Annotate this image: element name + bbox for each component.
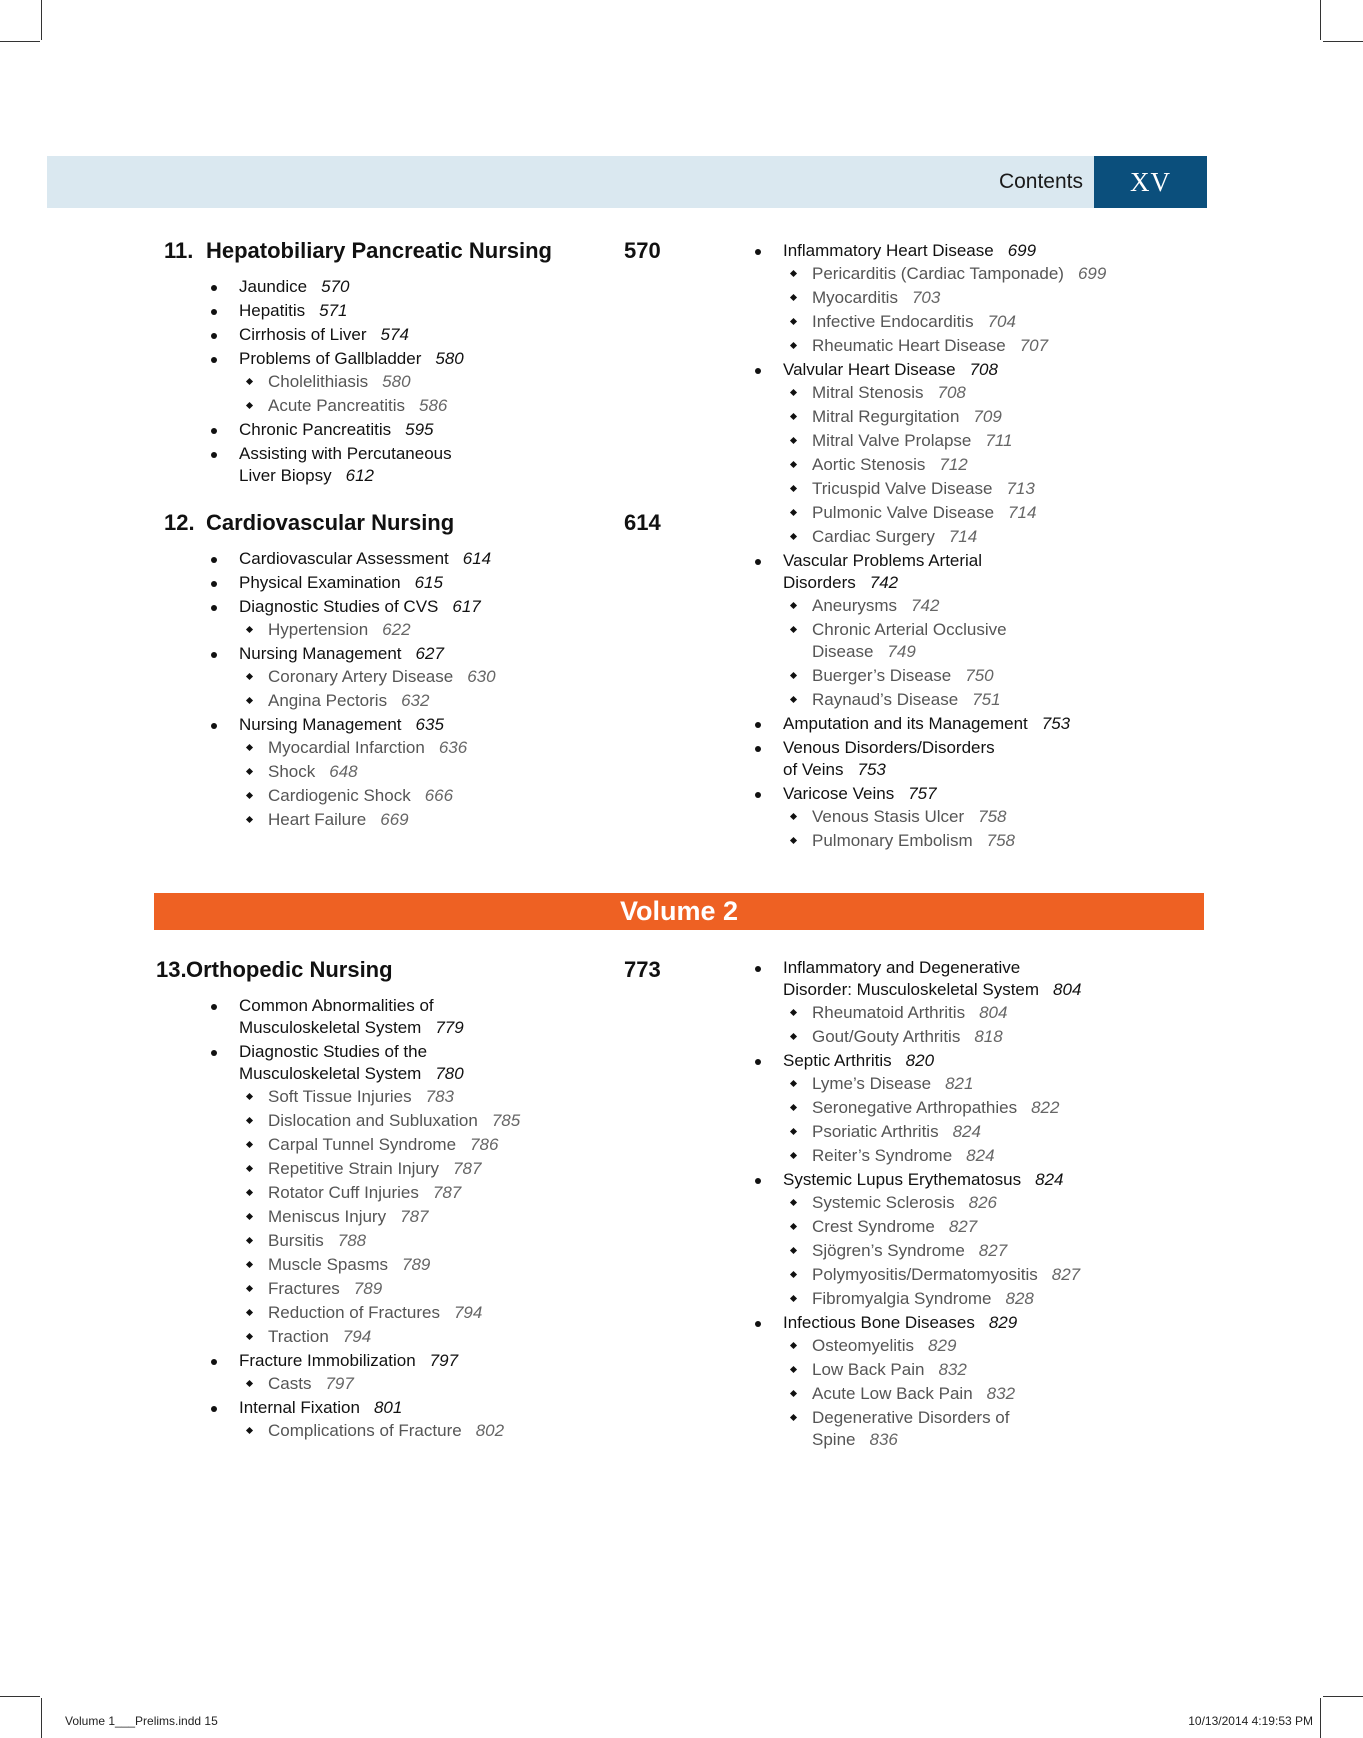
subentry-page: 827 — [948, 1217, 978, 1236]
toc-subentry — [812, 526, 1203, 548]
toc-subentry — [812, 830, 1203, 852]
toc-entry — [783, 359, 1203, 548]
toc-entry — [783, 737, 1203, 781]
toc-subentry — [268, 1230, 666, 1252]
subentry-title: Shock — [268, 762, 316, 781]
subentry-page: 751 — [972, 690, 1001, 709]
entry-title: Common Abnormalities of — [239, 996, 434, 1015]
entry-page: 753 — [857, 760, 886, 779]
header-contents-label: Contents — [998, 170, 1083, 193]
subentry-title: Buerger’s Disease — [812, 666, 952, 685]
subentry-title: Heart Failure — [268, 810, 367, 829]
entry-title: Cardiovascular Assessment — [239, 549, 449, 568]
entry-page: 612 — [345, 466, 374, 485]
entry-title: Assisting with Percutaneous — [239, 444, 452, 463]
chapter-page: 614 — [624, 510, 661, 535]
subentry-page: 714 — [1008, 503, 1037, 522]
subentry-title: Crest Syndrome — [812, 1217, 935, 1236]
entry-title: Internal Fixation — [239, 1398, 360, 1417]
toc-sublist — [268, 1373, 666, 1395]
entry-title-cont: Musculoskeletal System — [239, 1064, 422, 1083]
toc-subentry — [268, 1182, 666, 1204]
toc-sublist — [812, 382, 1203, 548]
subentry-page: 787 — [453, 1159, 482, 1178]
entry-page: 824 — [1035, 1170, 1064, 1189]
entry-page: 801 — [373, 1398, 403, 1417]
toc-entry — [783, 1050, 1203, 1167]
subentry-page: 636 — [438, 738, 468, 757]
subentry-page: 824 — [952, 1122, 981, 1141]
subentry-page: 749 — [887, 642, 916, 661]
toc-entry — [239, 443, 664, 487]
subentry-page: 802 — [475, 1421, 505, 1440]
header-page-number: XV — [1094, 156, 1207, 208]
toc-entry — [239, 572, 664, 594]
toc-subentry — [812, 1097, 1203, 1119]
toc-subentry — [268, 1134, 666, 1156]
chapter-title: Hepatobiliary Pancreatic Nursing — [206, 238, 552, 263]
toc-entry — [239, 714, 664, 831]
entry-title: Infectious Bone Diseases — [783, 1313, 975, 1332]
subentry-title: Aortic Stenosis — [812, 455, 926, 474]
subentry-title: Acute Pancreatitis — [268, 396, 406, 415]
crop-mark — [41, 0, 42, 40]
toc-subentry — [268, 785, 664, 807]
entry-title: Diagnostic Studies of CVS — [239, 597, 439, 616]
subentry-page: 824 — [966, 1146, 995, 1165]
toc-subentry — [812, 335, 1203, 357]
subentry-title: Polymyositis/Dermatomyositis — [812, 1265, 1038, 1284]
subentry-page: 786 — [470, 1135, 499, 1154]
subentry-title: Reduction of Fractures — [268, 1303, 440, 1322]
toc-entry — [239, 596, 664, 641]
toc-subentry — [812, 382, 1203, 404]
entry-page: 627 — [415, 644, 444, 663]
volume-banner: Volume 2 — [154, 893, 1204, 930]
subentry-page: 632 — [401, 691, 430, 710]
toc-subentry — [812, 502, 1203, 524]
toc-entry — [239, 1397, 666, 1442]
toc-subentry — [812, 1002, 1203, 1024]
entry-page: 614 — [462, 549, 492, 568]
subentry-title: Pulmonic Valve Disease — [812, 503, 995, 522]
toc-entry — [783, 550, 1203, 711]
chapter-number: 11. — [164, 238, 194, 263]
subentry-page: 586 — [419, 396, 448, 415]
toc-subentry — [268, 761, 664, 783]
subentry-title: Acute Low Back Pain — [812, 1384, 973, 1403]
subentry-title: Hypertension — [268, 620, 369, 639]
subentry-page: 794 — [453, 1303, 483, 1322]
subentry-title: Venous Stasis Ulcer — [812, 807, 965, 826]
toc-entry — [239, 1041, 666, 1348]
subentry-title: Seronegative Arthropathies — [812, 1098, 1018, 1117]
entry-title: Inflammatory Heart Disease — [783, 241, 994, 260]
entry-page: 779 — [435, 1018, 464, 1037]
entry-title: Inflammatory and Degenerative — [783, 958, 1021, 977]
subentry-page: 787 — [432, 1183, 462, 1202]
toc-list — [239, 548, 664, 831]
toc-subentry — [268, 1110, 666, 1132]
subentry-title: Bursitis — [268, 1231, 324, 1250]
subentry-page: 704 — [987, 312, 1016, 331]
toc-subentry — [268, 1254, 666, 1276]
subentry-title: Carpal Tunnel Syndrome — [268, 1135, 457, 1154]
subentry-page: 788 — [337, 1231, 367, 1250]
subentry-title: Tricuspid Valve Disease — [812, 479, 993, 498]
entry-page: 595 — [405, 420, 434, 439]
subentry-page: 797 — [325, 1374, 354, 1393]
entry-page: 742 — [869, 573, 899, 592]
entry-page: 829 — [988, 1313, 1018, 1332]
chapter-13-column — [156, 957, 666, 1444]
toc-entry — [783, 1312, 1203, 1451]
subentry-title: Fractures — [268, 1279, 340, 1298]
toc-subentry — [812, 1288, 1203, 1310]
chapter-12-column — [164, 510, 664, 833]
subentry-page: 832 — [986, 1384, 1016, 1403]
chapter-title: Orthopedic Nursing — [186, 957, 393, 982]
chapter-heading — [164, 510, 664, 544]
toc-list — [239, 276, 664, 487]
subentry-title: Pericarditis (Cardiac Tamponade) — [812, 264, 1064, 283]
subentry-page: 836 — [869, 1430, 898, 1449]
subentry-page: 707 — [1019, 336, 1049, 355]
toc-subentry — [812, 311, 1203, 333]
subentry-title: Cardiogenic Shock — [268, 786, 411, 805]
toc-subentry — [812, 478, 1203, 500]
subentry-title: Rheumatoid Arthritis — [812, 1003, 966, 1022]
right-column-bottom — [783, 957, 1203, 1453]
toc-subentry — [812, 406, 1203, 428]
toc-sublist — [812, 595, 1203, 711]
subentry-page: 827 — [1051, 1265, 1081, 1284]
subentry-title: Systemic Sclerosis — [812, 1193, 955, 1212]
subentry-title: Myocarditis — [812, 288, 898, 307]
entry-title-cont: Liver Biopsy — [239, 466, 332, 485]
toc-sublist — [268, 371, 664, 417]
subentry-title: Angina Pectoris — [268, 691, 388, 710]
toc-sublist — [268, 737, 664, 831]
toc-entry — [783, 1169, 1203, 1310]
chapter-heading — [164, 238, 664, 272]
entry-title-cont: Musculoskeletal System — [239, 1018, 422, 1037]
chapter-title: Cardiovascular Nursing — [206, 510, 455, 535]
toc-entry — [239, 643, 664, 712]
toc-sublist — [812, 1073, 1203, 1167]
toc-sublist — [812, 1192, 1203, 1310]
toc-entry — [783, 713, 1203, 735]
chapter-number: 13. — [156, 957, 187, 982]
toc-subentry — [268, 737, 664, 759]
toc-sublist — [268, 666, 664, 712]
subentry-page: 703 — [911, 288, 941, 307]
entry-page: 753 — [1041, 714, 1071, 733]
toc-subentry — [812, 1264, 1203, 1286]
subentry-page: 750 — [965, 666, 994, 685]
subentry-page: 666 — [424, 786, 454, 805]
subentry-title: Meniscus Injury — [268, 1207, 387, 1226]
entry-page: 820 — [905, 1051, 935, 1070]
subentry-page: 630 — [467, 667, 496, 686]
toc-subentry — [812, 1145, 1203, 1167]
toc-subentry — [812, 1192, 1203, 1214]
entry-title: Vascular Problems Arterial — [783, 551, 983, 570]
subentry-title: Repetitive Strain Injury — [268, 1159, 440, 1178]
subentry-page: 829 — [928, 1336, 957, 1355]
entry-title: Chronic Pancreatitis — [239, 420, 392, 439]
toc-entry — [783, 783, 1203, 852]
subentry-title: Casts — [268, 1374, 312, 1393]
entry-title: Septic Arthritis — [783, 1051, 892, 1070]
subentry-title: Pulmonary Embolism — [812, 831, 973, 850]
subentry-page: 821 — [945, 1074, 974, 1093]
subentry-title-cont: Spine — [812, 1430, 856, 1449]
toc-subentry — [812, 1026, 1203, 1048]
toc-entry — [239, 300, 664, 322]
toc-subentry — [268, 371, 664, 393]
subentry-page: 783 — [425, 1087, 454, 1106]
subentry-page: 622 — [382, 620, 411, 639]
toc-subentry — [268, 1326, 666, 1348]
subentry-page: 713 — [1006, 479, 1035, 498]
subentry-page: 711 — [985, 431, 1013, 450]
toc-subentry — [812, 263, 1203, 285]
toc-subentry — [268, 809, 664, 831]
toc-subentry — [812, 806, 1203, 828]
toc-subentry — [812, 430, 1203, 452]
crop-mark — [1323, 1696, 1363, 1697]
toc-entry — [239, 1350, 666, 1395]
subentry-page: 712 — [939, 455, 968, 474]
toc-sublist — [812, 1002, 1203, 1048]
toc-subentry — [268, 1373, 666, 1395]
toc-sublist — [812, 806, 1203, 852]
subentry-title: Low Back Pain — [812, 1360, 925, 1379]
subentry-title: Degenerative Disorders of — [812, 1408, 1010, 1427]
entry-title-cont: Disorders — [783, 573, 856, 592]
toc-subentry — [812, 689, 1203, 711]
entry-title: Nursing Management — [239, 644, 402, 663]
toc-entry — [239, 276, 664, 298]
crop-mark — [1320, 0, 1321, 40]
subentry-title: Mitral Regurgitation — [812, 407, 960, 426]
subentry-page: 789 — [401, 1255, 431, 1274]
entry-page: 615 — [414, 573, 443, 592]
subentry-title: Soft Tissue Injuries — [268, 1087, 412, 1106]
entry-title: Diagnostic Studies of the — [239, 1042, 428, 1061]
entry-title: Venous Disorders/Disorders — [783, 738, 995, 757]
subentry-page: 787 — [400, 1207, 429, 1226]
footer-timestamp: 10/13/2014 4:19:53 PM — [1188, 1714, 1313, 1728]
subentry-title: Raynaud’s Disease — [812, 690, 959, 709]
subentry-page: 794 — [342, 1327, 372, 1346]
toc-subentry — [812, 1359, 1203, 1381]
toc-subentry — [812, 1121, 1203, 1143]
entry-title: Jaundice — [239, 277, 308, 296]
subentry-title: Traction — [268, 1327, 329, 1346]
entry-page: 574 — [380, 325, 409, 344]
subentry-page: 785 — [491, 1111, 521, 1130]
subentry-title: Rheumatic Heart Disease — [812, 336, 1006, 355]
toc-subentry — [268, 1278, 666, 1300]
subentry-title: Complications of Fracture — [268, 1421, 462, 1440]
entry-title: Varicose Veins — [783, 784, 895, 803]
toc-subentry — [268, 1086, 666, 1108]
chapter-11-column — [164, 238, 664, 489]
subentry-title-cont: Disease — [812, 642, 874, 661]
toc-subentry — [268, 690, 664, 712]
entry-title-cont: of Veins — [783, 760, 844, 779]
toc-subentry — [812, 665, 1203, 687]
subentry-page: 828 — [1005, 1289, 1034, 1308]
subentry-title: Psoriatic Arthritis — [812, 1122, 939, 1141]
entry-page: 699 — [1007, 241, 1037, 260]
entry-page: 571 — [319, 301, 348, 320]
subentry-title: Lyme’s Disease — [812, 1074, 932, 1093]
subentry-page: 827 — [978, 1241, 1008, 1260]
subentry-page: 758 — [978, 807, 1007, 826]
subentry-title: Mitral Valve Prolapse — [812, 431, 972, 450]
chapter-number: 12. — [164, 510, 195, 535]
subentry-page: 789 — [353, 1279, 383, 1298]
toc-subentry — [268, 1206, 666, 1228]
entry-page: 797 — [429, 1351, 459, 1370]
entry-page: 617 — [452, 597, 481, 616]
crop-mark — [0, 41, 40, 42]
toc-subentry — [812, 1407, 1203, 1451]
subentry-page: 699 — [1077, 264, 1107, 283]
toc-subentry — [268, 1302, 666, 1324]
toc-subentry — [812, 287, 1203, 309]
subentry-title: Cardiac Surgery — [812, 527, 935, 546]
subentry-title: Aneurysms — [812, 596, 898, 615]
subentry-title: Dislocation and Subluxation — [268, 1111, 478, 1130]
toc-sublist — [812, 1335, 1203, 1451]
toc-list — [783, 240, 1203, 852]
toc-subentry — [268, 1158, 666, 1180]
entry-title: Amputation and its Management — [783, 714, 1028, 733]
toc-list — [783, 957, 1203, 1451]
subentry-page: 826 — [968, 1193, 998, 1212]
subentry-title: Reiter’s Syndrome — [812, 1146, 953, 1165]
entry-title: Systemic Lupus Erythematosus — [783, 1170, 1022, 1189]
entry-page: 635 — [415, 715, 444, 734]
crop-mark — [0, 1696, 40, 1697]
subentry-page: 669 — [380, 810, 409, 829]
subentry-page: 818 — [974, 1027, 1003, 1046]
crop-mark — [41, 1698, 42, 1738]
subentry-page: 708 — [937, 383, 966, 402]
toc-subentry — [812, 1216, 1203, 1238]
chapter-page: 570 — [624, 238, 661, 263]
subentry-title: Infective Endocarditis — [812, 312, 974, 331]
entry-title: Cirrhosis of Liver — [239, 325, 367, 344]
entry-page: 580 — [435, 349, 464, 368]
toc-subentry — [812, 454, 1203, 476]
running-header — [47, 156, 1207, 208]
toc-sublist — [268, 619, 664, 641]
toc-subentry — [268, 666, 664, 688]
toc-entry — [239, 548, 664, 570]
entry-page: 570 — [321, 277, 350, 296]
entry-title: Fracture Immobilization — [239, 1351, 416, 1370]
toc-sublist — [812, 263, 1203, 357]
subentry-page: 709 — [973, 407, 1002, 426]
entry-page: 804 — [1053, 980, 1082, 999]
entry-page: 757 — [908, 784, 937, 803]
toc-sublist — [268, 1420, 666, 1442]
entry-title: Valvular Heart Disease — [783, 360, 956, 379]
toc-entry — [239, 348, 664, 417]
toc-subentry — [812, 1335, 1203, 1357]
subentry-title: Sjögren’s Syndrome — [812, 1241, 965, 1260]
toc-subentry — [812, 595, 1203, 617]
crop-mark — [1323, 41, 1363, 42]
toc-subentry — [812, 619, 1203, 663]
subentry-page: 804 — [979, 1003, 1008, 1022]
footer-file-name: Volume 1___Prelims.indd 15 — [65, 1714, 218, 1728]
toc-entry — [239, 419, 664, 441]
toc-subentry — [812, 1383, 1203, 1405]
right-column-top — [783, 240, 1203, 854]
subentry-title: Mitral Stenosis — [812, 383, 924, 402]
toc-entry — [239, 324, 664, 346]
toc-entry — [783, 957, 1203, 1048]
toc-subentry — [268, 395, 664, 417]
chapter-page: 773 — [624, 957, 661, 982]
subentry-title: Muscle Spasms — [268, 1255, 388, 1274]
subentry-page: 580 — [382, 372, 411, 391]
toc-sublist — [268, 1086, 666, 1348]
subentry-page: 648 — [329, 762, 358, 781]
toc-entry — [239, 995, 666, 1039]
entry-title: Problems of Gallbladder — [239, 349, 422, 368]
entry-page: 708 — [969, 360, 998, 379]
subentry-title: Rotator Cuff Injuries — [268, 1183, 419, 1202]
subentry-page: 822 — [1031, 1098, 1060, 1117]
subentry-page: 758 — [986, 831, 1015, 850]
subentry-title: Myocardial Infarction — [268, 738, 425, 757]
toc-subentry — [268, 1420, 666, 1442]
entry-title: Physical Examination — [239, 573, 401, 592]
subentry-title: Fibromyalgia Syndrome — [812, 1289, 992, 1308]
subentry-title: Coronary Artery Disease — [268, 667, 454, 686]
crop-mark — [1320, 1698, 1321, 1738]
entry-title: Nursing Management — [239, 715, 402, 734]
entry-title: Hepatitis — [239, 301, 306, 320]
entry-page: 780 — [435, 1064, 464, 1083]
subentry-title: Chronic Arterial Occlusive — [812, 620, 1007, 639]
toc-subentry — [812, 1240, 1203, 1262]
chapter-heading — [156, 957, 666, 991]
subentry-page: 714 — [948, 527, 978, 546]
subentry-title: Cholelithiasis — [268, 372, 369, 391]
toc-list — [239, 995, 666, 1442]
toc-entry — [783, 240, 1203, 357]
toc-subentry — [268, 619, 664, 641]
subentry-title: Osteomyelitis — [812, 1336, 915, 1355]
toc-subentry — [812, 1073, 1203, 1095]
subentry-page: 742 — [911, 596, 940, 615]
entry-title-cont: Disorder: Musculoskeletal System — [783, 980, 1040, 999]
subentry-title: Gout/Gouty Arthritis — [812, 1027, 961, 1046]
subentry-page: 832 — [938, 1360, 967, 1379]
